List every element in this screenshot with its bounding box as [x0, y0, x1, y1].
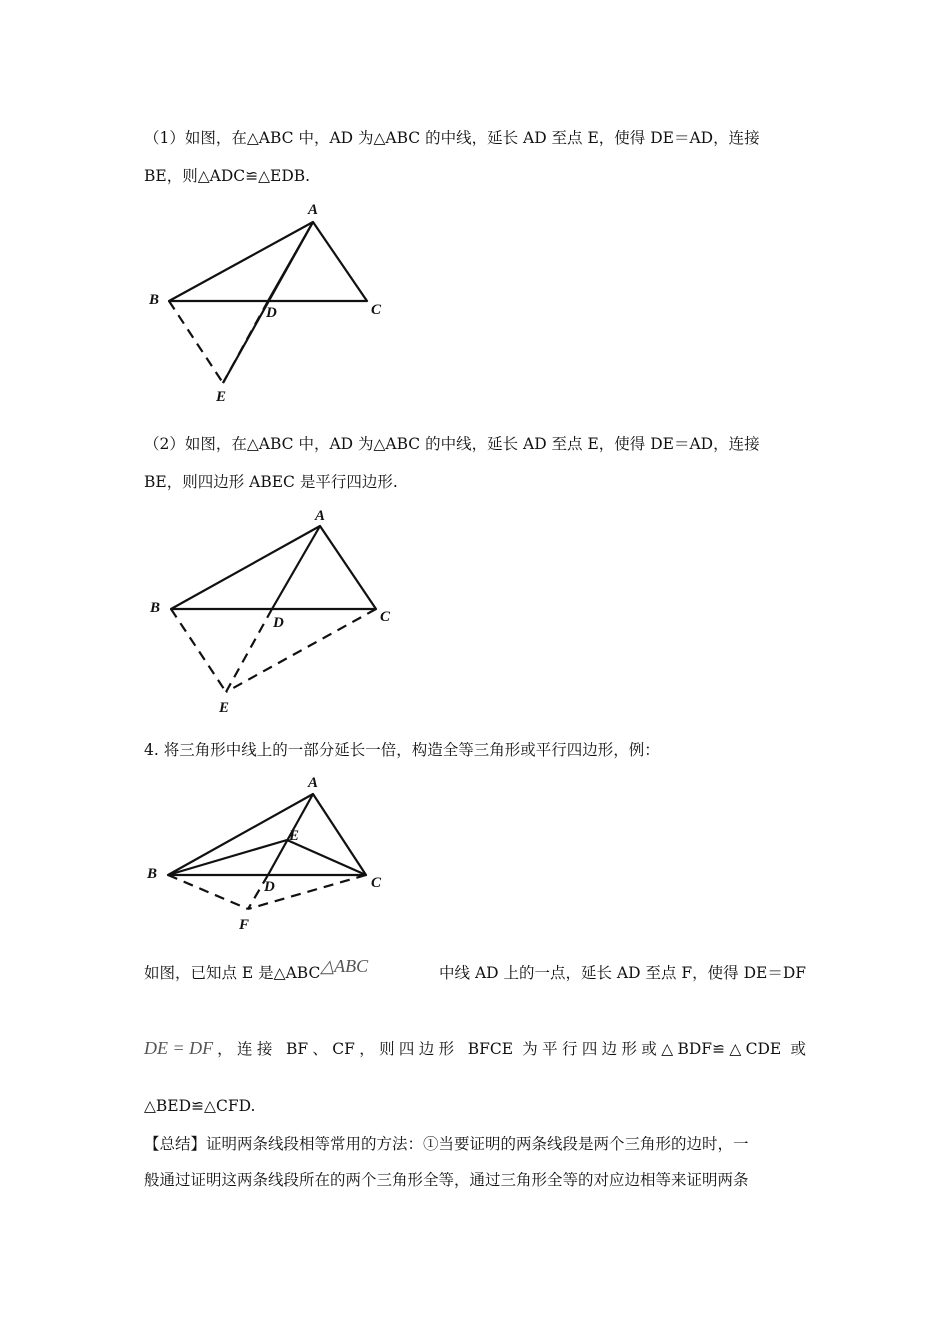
fig3-label-e: E: [289, 828, 300, 844]
p1-line2: BE，则△ADC≌△EDB.: [144, 167, 311, 185]
fig1-label-c: C: [371, 302, 382, 318]
fig1-triangle-abc: [169, 222, 367, 301]
fig1-label-b: B: [149, 292, 160, 308]
p1-line1: （1）如图，在△ABC 中，AD 为△ABC 的中线，延长 AD 至点 E，使得 DE＝AD，连接: [144, 129, 760, 147]
p4-line1-math: △ABC: [320, 956, 369, 976]
fig2-segment-ec: [226, 609, 376, 692]
fig1-label-a: A: [308, 202, 319, 218]
fig3-segment-bf: [168, 875, 248, 909]
fig3-label-f: F: [239, 917, 250, 933]
fig2-label-d: D: [273, 615, 284, 631]
p2-line2: BE，则四边形 ABEC 是平行四边形.: [144, 473, 398, 491]
fig3-label-b: B: [147, 866, 158, 882]
p4-line1-a: 如图，已知点 E 是△ABC: [144, 964, 321, 982]
fig2-label-e: E: [219, 700, 230, 716]
p4-line2-b: ，连接 BF、CF，则四边形 BFCE 为平行四边形或△BDF≌△CDE 或: [217, 1040, 806, 1058]
p4-line1-b: 中线 AD 上的一点，延长 AD 至点 F，使得 DE＝DF: [439, 964, 806, 982]
fig3-label-a: A: [308, 775, 319, 791]
fig2-label-a: A: [315, 508, 326, 524]
summary-line1: 【总结】证明两条线段相等常用的方法：①当要证明的两条线段是两个三角形的边时，一: [144, 1135, 749, 1153]
p4-line1: [144, 956, 806, 983]
fig1-segment-be: [169, 301, 223, 383]
p4-line3: △BED≌△CFD.: [144, 1097, 256, 1115]
fig2-label-c: C: [380, 609, 391, 625]
fig3-segment-be: [168, 840, 287, 875]
summary-line2: 般通过证明这两条线段所在的两个三角形全等，通过三角形全等的对应边相等来证明两条: [144, 1171, 749, 1189]
fig2-segment-be: [171, 609, 226, 692]
fig1-label-d: D: [266, 305, 277, 321]
fig3-label-d: D: [264, 879, 275, 895]
fig2-triangle-abc: [171, 526, 376, 609]
p3-line1: 4. 将三角形中线上的一部分延长一倍，构造全等三角形或平行四边形，例：: [144, 741, 660, 759]
fig3-label-c: C: [371, 875, 382, 891]
figure-1: [140, 196, 400, 410]
figure-2: [140, 502, 410, 718]
figure-3: [140, 770, 400, 940]
p2-line1: （2）如图，在△ABC 中，AD 为△ABC 的中线，延长 AD 至点 E，使得 DE＝AD，连接: [144, 435, 760, 453]
p4-line2: [144, 1038, 806, 1059]
fig1-label-e: E: [216, 389, 227, 405]
p4-line2-math: DE = DF: [144, 1038, 214, 1058]
fig2-label-b: B: [150, 600, 161, 616]
